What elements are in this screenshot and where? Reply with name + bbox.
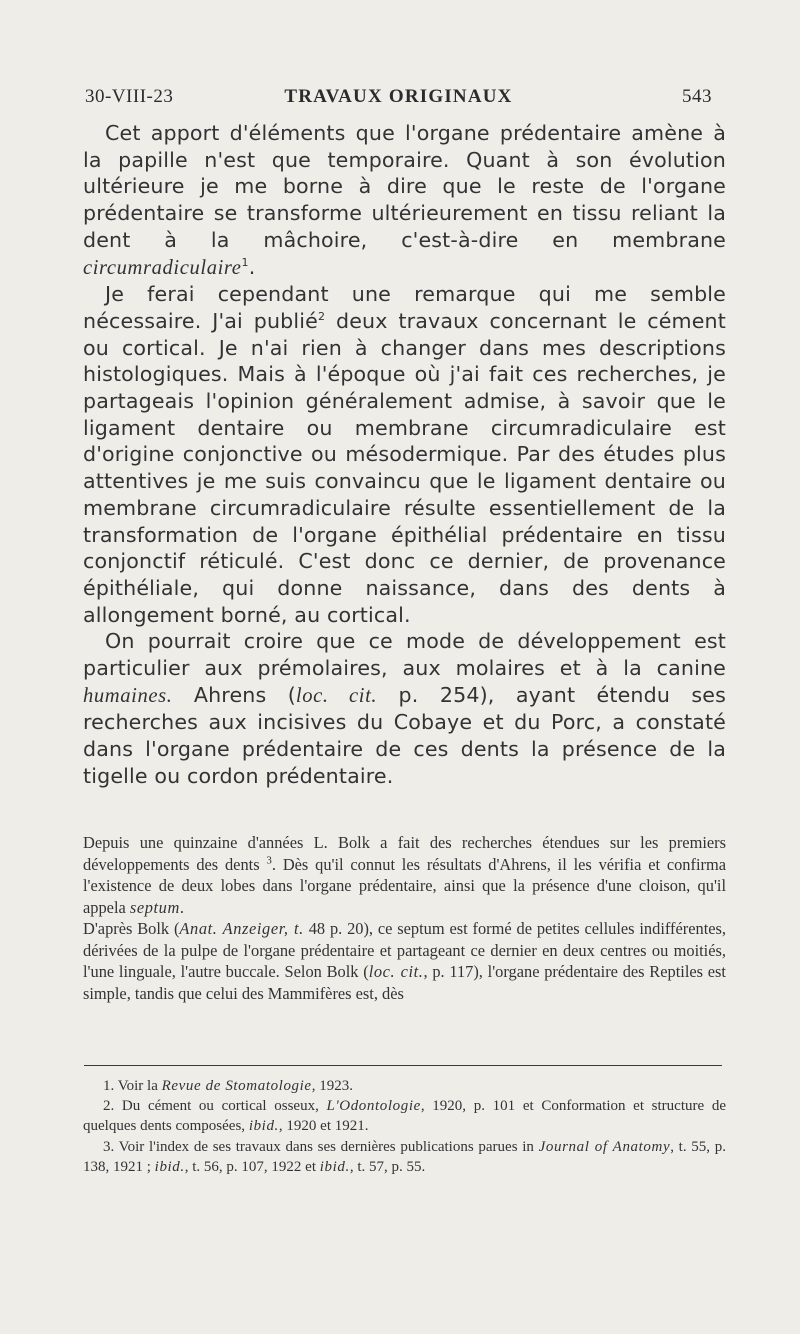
- footnotes: [83, 1076, 726, 1177]
- text-run: Cet apport d'éléments que l'organe prédentaire amène à la papille n'est que temporaire. Quant à son évolution ultérieure je me borne à dire que le reste de l'organe prédentaire se transforme ultérieurement en tissu reliant la dent à la mâchoire, c'est-à-dire en membrane: [83, 121, 726, 252]
- journal-title: Revue de Stomatologie: [161, 1078, 312, 1094]
- section-title: TRAVAUX ORIGINAUX: [284, 86, 513, 107]
- text-run: 3. Voir l'index de ses travaux dans ses dernières publications parues in: [103, 1138, 539, 1155]
- italic-term: humaines.: [83, 684, 173, 707]
- text-run: D'après Bolk (: [83, 919, 180, 938]
- paragraph: [83, 832, 726, 918]
- journal-title: L'Odontologie: [326, 1098, 421, 1115]
- italic-term: ibid.: [319, 1158, 350, 1175]
- text-run: 1. Voir la: [103, 1078, 162, 1094]
- italic-term: ibid.: [154, 1158, 185, 1175]
- issue-date: 30-VIII-23: [85, 86, 174, 107]
- text-run: .: [248, 254, 256, 279]
- footnote: [83, 1096, 726, 1136]
- running-header: [85, 86, 712, 112]
- italic-term: loc. cit.: [295, 684, 378, 707]
- text-run: Depuis une quinzaine d'années L. Bolk a fait des recherches étendues sur les premiers développements des dents: [83, 833, 726, 874]
- italic-term: Anat. Anzeiger, t.: [179, 919, 304, 938]
- text-run: Ahrens (: [172, 682, 296, 707]
- footnote-divider: [84, 1065, 722, 1066]
- text-run: , 1920 et 1921.: [278, 1118, 369, 1135]
- text-run: , t. 55, p. 138, 1921 ;: [83, 1138, 726, 1175]
- paragraph: [83, 628, 726, 789]
- footnote: [83, 1137, 726, 1177]
- main-text: [83, 120, 726, 790]
- text-run: , 1920, p. 101 et Conformation et structure de quelques dents composées,: [83, 1098, 726, 1135]
- text-run: , t. 56, p. 107, 1922 et: [184, 1158, 320, 1175]
- text-run: , t. 57, p. 55.: [349, 1158, 426, 1175]
- footnote-ref: 1: [241, 255, 249, 269]
- text-run: 2. Du cément ou cortical osseux,: [103, 1098, 327, 1115]
- footnote-ref: 2: [317, 310, 326, 324]
- italic-term: circumradiculaire: [83, 256, 242, 279]
- small-print-text: [83, 832, 726, 1004]
- text-run: On pourrait croire que ce mode de développement est particulier aux prémolaires, aux molaires et à la canine: [83, 629, 726, 681]
- paragraph: [83, 918, 726, 1004]
- footnote: [83, 1076, 726, 1096]
- text-run: , p. 117), l'organe prédentaire des Reptiles est simple, tandis que celui des Mammifères est, dès: [83, 962, 726, 1003]
- paragraph: [83, 281, 726, 628]
- text-run: deux travaux concernant le cément ou cortical. Je n'ai rien à changer dans mes descriptions histologiques. Mais à l'époque où j'ai fait ces recherches, je partageais l'opinion généralement admise, à savoir que le ligament dentaire ou membrane circumradiculaire est d'origine conjonctive ou mésodermique. Par des études plus attentives je me suis convaincu que le ligament dentaire ou membrane circumradiculaire résulte essentiellement de la transformation de l'organe épithélial prédentaire en tissu conjonctif réticulé. C'est donc ce dernier, de provenance épithéliale, qui donne naissance, dans des dents à allongement borné, au cortical.: [83, 308, 726, 627]
- italic-term: loc. cit.: [368, 962, 424, 981]
- paragraph: [83, 120, 726, 281]
- text-run: 48 p. 20), ce septum est formé de petites cellules indifférentes, dérivées de la pulpe de l'organe prédentaire et partageant ce dernier en deux centres ou moitiés, l'une linguale, l'autre buccale. Selon Bolk (: [83, 919, 726, 981]
- text-run: p. 254), ayant étendu ses recherches aux incisives du Cobaye et du Porc, a constaté dans l'organe prédentaire de ces dents la présence de la tigelle ou cordon prédentaire.: [83, 682, 726, 788]
- italic-term: septum: [129, 897, 180, 917]
- journal-title: Journal of Anatomy: [538, 1138, 671, 1155]
- text-run: Je ferai cependant une remarque qui me semble nécessaire. J'ai publié: [83, 282, 726, 333]
- page-number: 543: [682, 86, 712, 107]
- text-run: . Dès qu'il connut les résultats d'Ahrens, il les vérifia et confirma l'existence de deux lobes dans l'organe prédentaire, ainsi que la présence d'une cloison, qu'il appela: [83, 854, 726, 917]
- text-run: .: [179, 897, 185, 917]
- footnote-ref: 3: [266, 854, 272, 867]
- text-run: , 1923.: [311, 1078, 353, 1094]
- italic-term: ibid.: [248, 1118, 279, 1135]
